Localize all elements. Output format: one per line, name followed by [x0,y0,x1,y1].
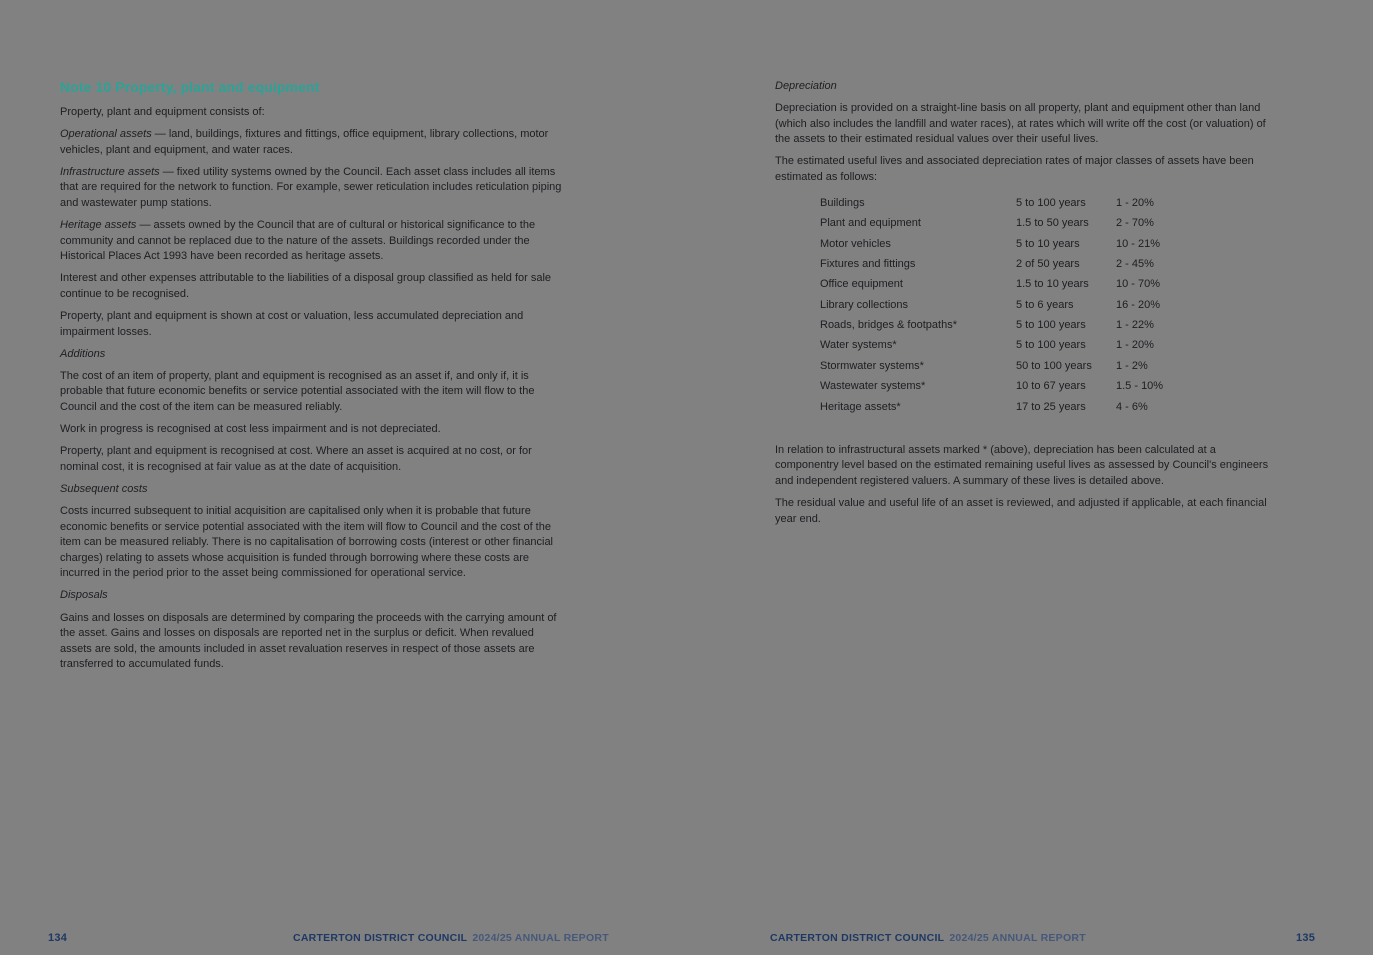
paragraph: Work in progress is recognised at cost less impairment and is not depreciated. [60,423,441,436]
table-row [820,254,1275,274]
footer-report-title: 2024/25 ANNUAL REPORT [949,932,1086,944]
paragraph-lead: Infrastructure assets [60,165,160,178]
table-row [820,213,1275,233]
asset-class-cell: Buildings [820,196,865,209]
useful-life-cell: 5 to 100 years [1016,196,1086,209]
table-row [820,295,1275,315]
depreciation-rate-cell: 16 - 20% [1116,298,1161,311]
footer-right [770,932,1086,944]
depreciation-rate-cell: 1 - 20% [1116,196,1154,209]
useful-life-cell: 10 to 67 years [1016,380,1086,393]
table-row [820,396,1275,416]
section-heading-disposals: Disposals [60,589,108,602]
depreciation-rate-cell: 1 - 20% [1116,339,1154,352]
footer-report-title: 2024/25 ANNUAL REPORT [472,932,609,944]
note-title: Note 10 Property, plant and equipment [60,79,320,95]
page-number-right: 135 [1296,932,1316,944]
paragraph-text: — fixed utility systems owned by the Council. Each asset class includes all items that are required for the network to function. For example, sewer reticulation includes reticulation piping and wastewater pump stations. [60,165,562,209]
useful-life-cell: 5 to 10 years [1016,237,1080,250]
table-row [820,315,1275,335]
useful-life-cell: 17 to 25 years [1016,400,1086,413]
depreciation-rate-cell: 4 - 6% [1116,400,1148,413]
document-page-right [775,0,1275,955]
table-row [820,193,1275,213]
depreciation-rate-cell: 10 - 70% [1116,278,1161,291]
useful-life-cell: 50 to 100 years [1016,359,1092,372]
useful-life-cell: 5 to 100 years [1016,319,1086,332]
useful-life-cell: 1.5 to 10 years [1016,278,1089,291]
section-heading-subsequent-costs: Subsequent costs [60,482,148,495]
useful-life-cell: 5 to 6 years [1016,298,1074,311]
paragraph: The estimated useful lives and associated depreciation rates of major classes of assets have been estimated as follows: [775,155,1254,183]
paragraph: Costs incurred subsequent to initial acquisition are capitalised only when it is probable that future economic benefits or service potential associated with the item will flow to Council and the cost of the item can be measured reliably. There is no capitalisation of borrowing costs (interest or other financial charges) relating to assets whose acquisition is funded through borrowing where these costs are incurred in the period prior to the asset being commissioned for operational service. [60,504,554,580]
paragraph-lead: Operational assets [60,128,152,141]
depreciation-rate-cell: 2 - 45% [1116,257,1154,270]
paragraph-lead: Heritage assets [60,219,137,232]
depreciation-table [820,193,1275,417]
paragraph: Property, plant and equipment is recognised at cost. Where an asset is acquired at no cost, or for nominal cost, it is recognised at fair value as at the date of acquisition. [60,445,532,473]
paragraph-text: — land, buildings, fixtures and fittings, office equipment, library collections, motor vehicles, plant and equipment, and water races. [60,128,549,156]
page-right-content [775,79,1275,534]
table-row [820,335,1275,355]
paragraph: The cost of an item of property, plant and equipment is recognised as an asset if, and only if, it is probable that future economic benefits or service potential associated with the item will flow to the Council and the cost of the item can be measured reliably. [60,369,535,413]
paragraph [60,127,565,158]
useful-life-cell: 5 to 100 years [1016,339,1086,352]
footer-council-name: CARTERTON DISTRICT COUNCIL [770,932,945,944]
asset-class-cell: Office equipment [820,278,903,291]
depreciation-rate-cell: 1 - 2% [1116,359,1148,372]
depreciation-rate-cell: 10 - 21% [1116,237,1161,250]
asset-class-cell: Heritage assets* [820,400,901,413]
useful-life-cell: 1.5 to 50 years [1016,217,1089,230]
asset-class-cell: Plant and equipment [820,217,921,230]
footer-council-name: CARTERTON DISTRICT COUNCIL [293,932,468,944]
depreciation-rate-cell: 1.5 - 10% [1116,380,1164,393]
page-left-content [60,79,565,679]
paragraph: Property, plant and equipment consists of: [60,106,265,118]
depreciation-rate-cell: 1 - 22% [1116,319,1154,332]
asset-class-cell: Library collections [820,298,909,311]
paragraph [60,165,565,212]
depreciation-rate-cell: 2 - 70% [1116,217,1154,230]
paragraph: Depreciation is provided on a straight-line basis on all property, plant and equipment other than land (which also includes the landfill and water races), at rates which will write off the cost (or valuation) of the assets to their estimated residual values over their useful lives. [775,102,1266,146]
paragraph: Property, plant and equipment is shown at cost or valuation, less accumulated depreciation and impairment losses. [60,310,524,338]
table-row [820,274,1275,294]
section-heading-additions: Additions [60,347,106,360]
table-row [820,233,1275,253]
table-row [820,356,1275,376]
section-heading-depreciation: Depreciation [775,80,837,92]
paragraph: The residual value and useful life of an asset is reviewed, and adjusted if applicable, at each financial year end. [775,497,1267,525]
footer-left [293,932,609,944]
document-page-left [60,0,565,955]
paragraph: In relation to infrastructural assets marked * (above), depreciation has been calculated at a componentry level based on the estimated remaining useful lives as assessed by Council's engineers and independent registered valuers. A summary of these lives is detailed above. [775,443,1269,488]
paragraph [60,218,565,265]
paragraph: Gains and losses on disposals are determined by comparing the proceeds with the carrying amount of the asset. Gains and losses on disposals are reported net in the surplus or deficit. When revalued assets are sold, the amounts included in asset revaluation reserves in respect of those assets are transferred to accumulated funds. [60,611,557,671]
asset-class-cell: Stormwater systems* [820,359,924,372]
asset-class-cell: Motor vehicles [820,237,891,250]
table-row [820,376,1275,396]
useful-life-cell: 2 of 50 years [1016,257,1080,270]
page-number-left: 134 [48,932,68,944]
asset-class-cell: Water systems* [820,339,897,352]
asset-class-cell: Roads, bridges & footpaths* [820,319,957,332]
asset-class-cell: Wastewater systems* [820,380,926,393]
asset-class-cell: Fixtures and fittings [820,257,916,270]
paragraph: Interest and other expenses attributable to the liabilities of a disposal group classified as held for sale continue to be recognised. [60,272,552,300]
paragraph-text: — assets owned by the Council that are of cultural or historical significance to the community and cannot be replaced due to the nature of the assets. Buildings recorded under the Historical Places Act 1993 have been recorded as heritage assets. [60,219,536,263]
